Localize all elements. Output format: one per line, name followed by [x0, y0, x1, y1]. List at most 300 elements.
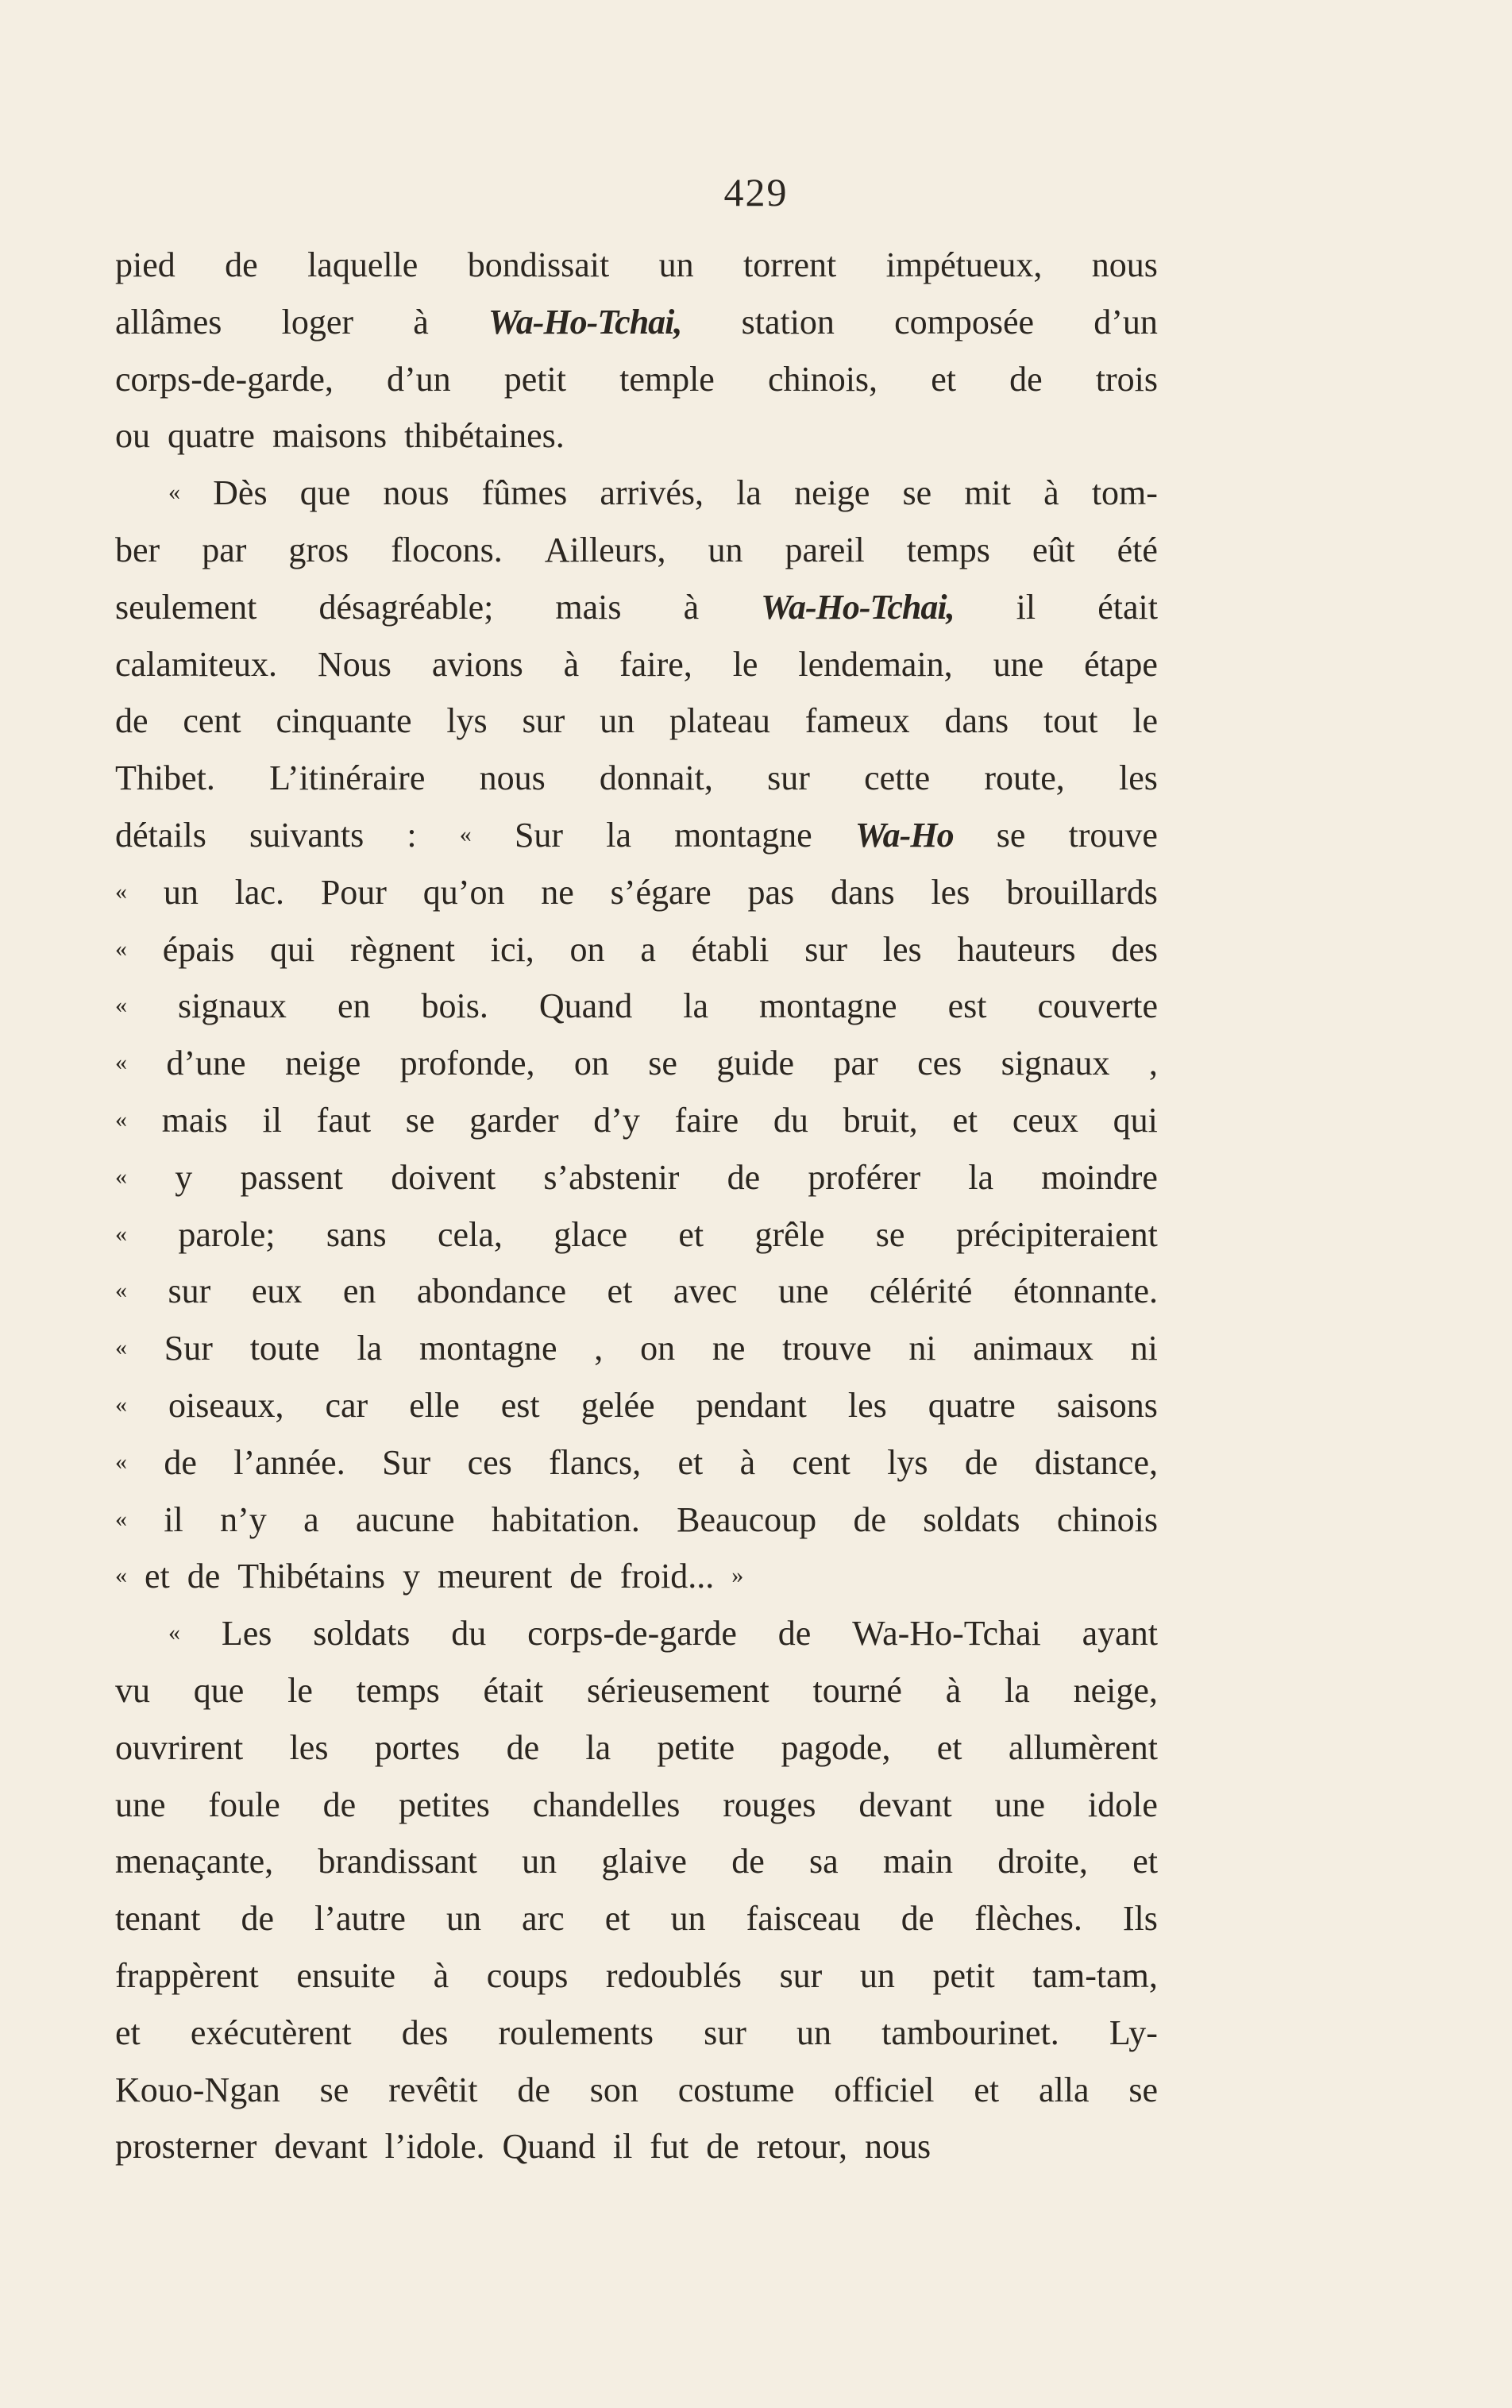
text-word: abondance [416, 1272, 567, 1311]
text-word: composée [894, 302, 1035, 342]
text-word: arrivés, [600, 473, 704, 513]
text-word: station [741, 302, 835, 342]
text-word: et [677, 1442, 704, 1482]
text-word: arc [521, 1899, 565, 1939]
text-word: soldats [923, 1499, 1020, 1539]
text-word: « [115, 878, 127, 905]
text-word: proférer [808, 1157, 921, 1197]
text-word: menaçante, [115, 1842, 274, 1881]
text-word: qui [270, 929, 315, 969]
text-word: parole; [178, 1214, 276, 1254]
text-word: y [403, 1557, 421, 1596]
text-word: des [1111, 929, 1158, 969]
text-word: moindre [1041, 1157, 1158, 1197]
text-word: chinois [1056, 1499, 1158, 1539]
text-word: « [115, 992, 127, 1019]
text-line [115, 2005, 1158, 2062]
text-word: officiel [834, 2070, 935, 2109]
text-word: et [604, 1899, 631, 1939]
text-word: il [612, 2127, 633, 2167]
text-word: gros [288, 530, 349, 569]
text-word: couverte [1037, 986, 1158, 1026]
text-word: pagode, [781, 1727, 891, 1767]
text-word: faire, [619, 644, 692, 684]
text-word: y [175, 1157, 193, 1197]
text-word: sur [522, 701, 565, 741]
text-word: l’autre [314, 1899, 406, 1939]
text-word: était [483, 1670, 544, 1710]
text-word: nous [865, 2127, 932, 2167]
text-word: le [732, 644, 758, 684]
text-word: un [522, 1842, 557, 1881]
text-word: nous [383, 473, 449, 513]
text-word: petit [932, 1955, 995, 1995]
text-line [115, 1377, 1158, 1434]
text-line [115, 1947, 1158, 2005]
text-line [115, 807, 1158, 864]
text-word: sur [168, 1272, 211, 1311]
text-word: mit [964, 473, 1012, 513]
text-word: cent [183, 701, 241, 741]
text-word: se [319, 2070, 349, 2109]
text-word: quatre [168, 416, 255, 456]
text-word: flèches. [974, 1899, 1082, 1939]
text-word: torrent [742, 245, 837, 284]
text-word: qui [1113, 1100, 1158, 1140]
text-word: Pour [320, 872, 387, 912]
text-word: et [145, 1557, 170, 1596]
text-word: les [931, 872, 970, 912]
text-word: il [262, 1100, 282, 1140]
text-word: cela, [438, 1214, 503, 1254]
text-word: lendemain, [798, 644, 953, 684]
text-word: pas [747, 872, 795, 912]
text-line [115, 522, 1158, 579]
text-word: la [1005, 1670, 1030, 1710]
text-word: mais [555, 587, 622, 627]
text-word: saisons [1056, 1385, 1158, 1425]
text-line [115, 864, 1158, 921]
text-word: » [731, 1562, 744, 1589]
text-word: distance, [1034, 1442, 1158, 1482]
text-word: tom- [1091, 473, 1158, 513]
text-word: plateau [669, 701, 770, 741]
text-word: toute [249, 1329, 320, 1368]
text-word: montagne [674, 815, 812, 855]
text-line [115, 1092, 1158, 1149]
text-word: se [875, 1214, 905, 1254]
text-word: ou [115, 416, 150, 456]
text-word: par [202, 530, 247, 569]
page-number: 429 [723, 170, 789, 214]
text-word: tout [1043, 701, 1098, 741]
text-word: « [459, 820, 472, 847]
text-word: allumèrent [1008, 1727, 1158, 1767]
text-word: de [225, 245, 258, 284]
text-word: « [168, 1619, 180, 1646]
text-line [115, 1320, 1158, 1377]
text-word: et [1132, 1842, 1158, 1881]
text-word: fut [650, 2127, 689, 2167]
text-word: portes [374, 1727, 461, 1767]
text-word: n’y [220, 1499, 267, 1539]
text-word: de [187, 1557, 221, 1596]
text-word: neige [284, 1044, 361, 1083]
text-word: signaux [1001, 1044, 1110, 1083]
text-line [115, 1890, 1158, 1947]
text-word: désagréable; [318, 587, 494, 627]
text-word: un [446, 1899, 481, 1939]
text-word: : [407, 815, 417, 855]
text-word: neige, [1073, 1670, 1158, 1710]
text-word: cent [792, 1442, 850, 1482]
text-word: Kouo-Ngan [115, 2070, 280, 2109]
text-word: lac. [234, 872, 284, 912]
text-word: brouillards [1006, 872, 1158, 912]
text-word: soldats [313, 1614, 411, 1654]
text-word: « [168, 479, 180, 506]
text-line [115, 978, 1158, 1035]
text-word: gelée [580, 1385, 655, 1425]
text-word: l’année. [233, 1442, 345, 1482]
text-word: les [882, 929, 922, 969]
text-word: la [585, 1727, 611, 1767]
text-word: Beaucoup [677, 1499, 817, 1539]
text-word: les [1119, 758, 1158, 798]
text-word: Quand [502, 2127, 596, 2167]
text-word: suivants [249, 815, 364, 855]
text-line [115, 1777, 1158, 1834]
text-word: a [303, 1499, 319, 1539]
text-word: Wa-Ho-Tchai, [488, 302, 682, 342]
text-word: laquelle [307, 245, 418, 284]
text-word: d’un [1094, 302, 1158, 342]
text-word: petit [503, 359, 566, 399]
text-word: la [683, 986, 709, 1026]
text-word: quatre [928, 1385, 1016, 1425]
text-word: de [731, 1842, 765, 1881]
text-word: lys [887, 1442, 928, 1482]
text-word: Sur [514, 815, 564, 855]
text-word: la [357, 1329, 383, 1368]
text-word: pied [115, 245, 176, 284]
text-word: son [589, 2070, 638, 2109]
text-word: redoublés [605, 1955, 742, 1995]
text-word: devant [858, 1785, 952, 1824]
text-word: un [796, 2012, 832, 2052]
text-word: de [322, 1785, 357, 1824]
text-word: montagne [759, 986, 897, 1026]
text-word: ayant [1082, 1614, 1158, 1654]
text-word: lys [446, 701, 488, 741]
text-word: sur [804, 929, 847, 969]
text-word: Wa-Ho-Tchai, [761, 587, 955, 627]
text-line [115, 2062, 1158, 2119]
text-word: « [115, 1106, 127, 1133]
text-word: du [451, 1614, 487, 1654]
text-word: loger [281, 302, 353, 342]
text-word: temps [906, 530, 990, 569]
text-word: est [500, 1385, 540, 1425]
text-word: droite, [997, 1842, 1088, 1881]
text-line [115, 407, 1158, 465]
text-word: coups [486, 1955, 569, 1995]
text-word: de [777, 1614, 812, 1654]
text-word: à [739, 1442, 756, 1482]
text-word: pareil [785, 530, 865, 569]
text-word: sur [779, 1955, 823, 1995]
text-word: de [241, 1899, 275, 1939]
text-word: , [594, 1329, 604, 1368]
text-word: ces [467, 1442, 512, 1482]
text-word: se [648, 1044, 677, 1083]
text-word: temps [356, 1670, 440, 1710]
text-word: se [405, 1100, 435, 1140]
text-word: et [974, 2070, 1000, 2109]
text-word: nous [479, 758, 546, 798]
text-word: ensuite [296, 1955, 395, 1995]
text-word: de [517, 2070, 550, 2109]
text-word: trouve [782, 1329, 872, 1368]
text-line [115, 636, 1158, 693]
text-word: « [115, 1448, 127, 1475]
text-word: par [833, 1044, 878, 1083]
text-word: Sur [164, 1329, 213, 1368]
text-word: flocons. [391, 530, 503, 569]
text-word: « [115, 1163, 127, 1190]
text-word: une [994, 1785, 1046, 1824]
text-line [115, 1434, 1158, 1491]
text-word: qu’on [422, 872, 505, 912]
text-word: seulement [115, 587, 257, 627]
text-word: chandelles [532, 1785, 681, 1824]
text-word: hauteurs [957, 929, 1076, 969]
text-word: et [115, 2012, 141, 2052]
text-word: sérieusement [587, 1670, 770, 1710]
text-word: donnait, [599, 758, 713, 798]
text-line [115, 579, 1158, 636]
text-line [115, 465, 1158, 522]
text-word: ceux [1012, 1100, 1078, 1140]
text-word: ber [115, 530, 160, 569]
text-word: grêle [754, 1214, 825, 1254]
text-word: à [1043, 473, 1059, 513]
text-word: profonde, [399, 1044, 535, 1083]
text-word: ces [917, 1044, 962, 1083]
text-word: Thibétains [237, 1557, 386, 1596]
text-line [115, 1035, 1158, 1092]
text-word: de [164, 1442, 197, 1482]
text-word: trois [1095, 359, 1158, 399]
text-line [115, 921, 1158, 978]
text-word: ne [712, 1329, 746, 1368]
text-word: eux [251, 1272, 303, 1311]
text-word: guide [716, 1044, 795, 1083]
text-word: dans [944, 701, 1009, 741]
text-word: un [708, 530, 743, 569]
text-word: alla [1038, 2070, 1090, 2109]
text-word: route, [984, 758, 1065, 798]
text-line [115, 294, 1158, 351]
text-word: allâmes [115, 302, 222, 342]
text-word: et [952, 1100, 978, 1140]
text-word: les [289, 1727, 329, 1767]
body-text [115, 237, 1158, 2175]
text-word: Quand [538, 986, 633, 1026]
text-word: l’idole. [384, 2127, 485, 2167]
text-word: « [115, 935, 127, 962]
text-line [115, 1605, 1158, 1662]
text-line [115, 1548, 1158, 1605]
text-word: de [569, 1557, 603, 1596]
text-line [115, 750, 1158, 807]
text-word: glaive [601, 1842, 687, 1881]
text-line [115, 1662, 1158, 1719]
text-word: une [777, 1272, 829, 1311]
text-word: brandissant [318, 1842, 477, 1881]
text-word: à [413, 302, 429, 342]
text-word: maisons [272, 416, 388, 456]
text-word: a [640, 929, 656, 969]
text-word: une [115, 1785, 166, 1824]
text-word: une [993, 644, 1044, 684]
text-word: tenant [115, 1899, 201, 1939]
text-word: sans [326, 1214, 387, 1254]
text-word: exécutèrent [190, 2012, 352, 2052]
text-word: elle [409, 1385, 460, 1425]
text-word: en [337, 986, 371, 1026]
text-word: faut [316, 1100, 372, 1140]
text-word: tambourinet. [881, 2012, 1059, 2052]
text-word: de [727, 1157, 761, 1197]
text-word: de [853, 1499, 886, 1539]
text-word: garder [469, 1100, 559, 1140]
text-line [115, 2118, 1158, 2175]
text-word: la [736, 473, 762, 513]
text-word: les [847, 1385, 887, 1425]
text-word: thibétaines. [404, 416, 565, 456]
text-word: sa [809, 1842, 839, 1881]
text-word: idole [1087, 1785, 1158, 1824]
text-word: et [678, 1214, 704, 1254]
text-word: bois. [421, 986, 488, 1026]
text-word: avions [431, 644, 523, 684]
text-word: étape [1084, 644, 1158, 684]
text-word: signaux [178, 986, 287, 1026]
text-word: d’un [386, 359, 451, 399]
text-word: roulements [498, 2012, 654, 2052]
text-word: glace [554, 1214, 628, 1254]
text-word: Sur [382, 1442, 431, 1482]
text-word: doivent [391, 1157, 496, 1197]
text-word: frappèrent [115, 1955, 259, 1995]
text-word: s’abstenir [543, 1157, 680, 1197]
text-word: la [606, 815, 631, 855]
text-word: dans [831, 872, 895, 912]
text-line [115, 1263, 1158, 1320]
text-word: froid... [619, 1557, 715, 1596]
text-word: s’égare [610, 872, 712, 912]
text-word: aucune [355, 1499, 455, 1539]
text-line [115, 1206, 1158, 1264]
text-word: car [325, 1385, 368, 1425]
text-word: et [607, 1272, 633, 1311]
text-word: ni [1130, 1329, 1158, 1368]
text-word: de [506, 1727, 540, 1767]
text-word: on [569, 929, 605, 969]
text-word: retour, [756, 2127, 848, 2167]
text-word: il [164, 1499, 183, 1539]
text-word: cette [864, 758, 931, 798]
text-word: devant [274, 2127, 368, 2167]
text-word: « [115, 1049, 127, 1076]
text-word: petite [657, 1727, 735, 1767]
text-word: célérité [869, 1272, 973, 1311]
text-word: meurent [438, 1557, 553, 1596]
text-word: Thibet. [115, 758, 215, 798]
text-word: ni [908, 1329, 936, 1368]
text-word: Ils [1122, 1899, 1158, 1939]
text-word: ouvrirent [115, 1727, 244, 1767]
text-word: été [1117, 530, 1158, 569]
text-word: Dès [213, 473, 268, 513]
text-word: un [163, 872, 199, 912]
text-word: règnent [350, 929, 455, 969]
text-word: « [115, 1391, 127, 1418]
text-line [115, 1719, 1158, 1777]
text-word: le [1132, 701, 1158, 741]
text-word: vu [115, 1670, 150, 1710]
text-line [115, 237, 1158, 294]
text-word: ne [541, 872, 574, 912]
text-word: des [401, 2012, 449, 2052]
text-word: prosterner [115, 2127, 257, 2167]
text-word: de [964, 1442, 998, 1482]
text-word: corps-de-garde [527, 1614, 737, 1654]
text-word: tam-tam, [1032, 1955, 1158, 1995]
text-word: pendant [696, 1385, 807, 1425]
text-word: fûmes [481, 473, 568, 513]
text-word: il [1016, 587, 1036, 627]
text-word: que [193, 1670, 245, 1710]
text-word: ici, [490, 929, 534, 969]
text-word: Wa-Ho-Tchai [852, 1614, 1041, 1654]
text-word: eût [1032, 530, 1075, 569]
text-word: animaux [973, 1329, 1094, 1368]
text-word: de [115, 701, 148, 741]
text-word: faisceau [746, 1899, 861, 1939]
text-word: établi [691, 929, 770, 969]
text-word: avec [673, 1272, 738, 1311]
text-word: un [670, 1899, 706, 1939]
text-word: chinois, [767, 359, 878, 399]
text-word: sur [767, 758, 810, 798]
text-word: cinquante [276, 701, 412, 741]
text-word: on [640, 1329, 676, 1368]
text-word: que [299, 473, 351, 513]
text-word: oiseaux, [168, 1385, 284, 1425]
text-word: petites [399, 1785, 490, 1824]
text-word: et [936, 1727, 962, 1767]
text-word: un [859, 1955, 895, 1995]
text-word: Les [221, 1614, 272, 1654]
text-word: Ly- [1109, 2012, 1158, 2052]
text-word: de [1009, 359, 1043, 399]
text-word: revêtit [388, 2070, 478, 2109]
text-word: mais [161, 1100, 228, 1140]
text-word: main [883, 1842, 953, 1881]
text-word: foule [208, 1785, 280, 1824]
